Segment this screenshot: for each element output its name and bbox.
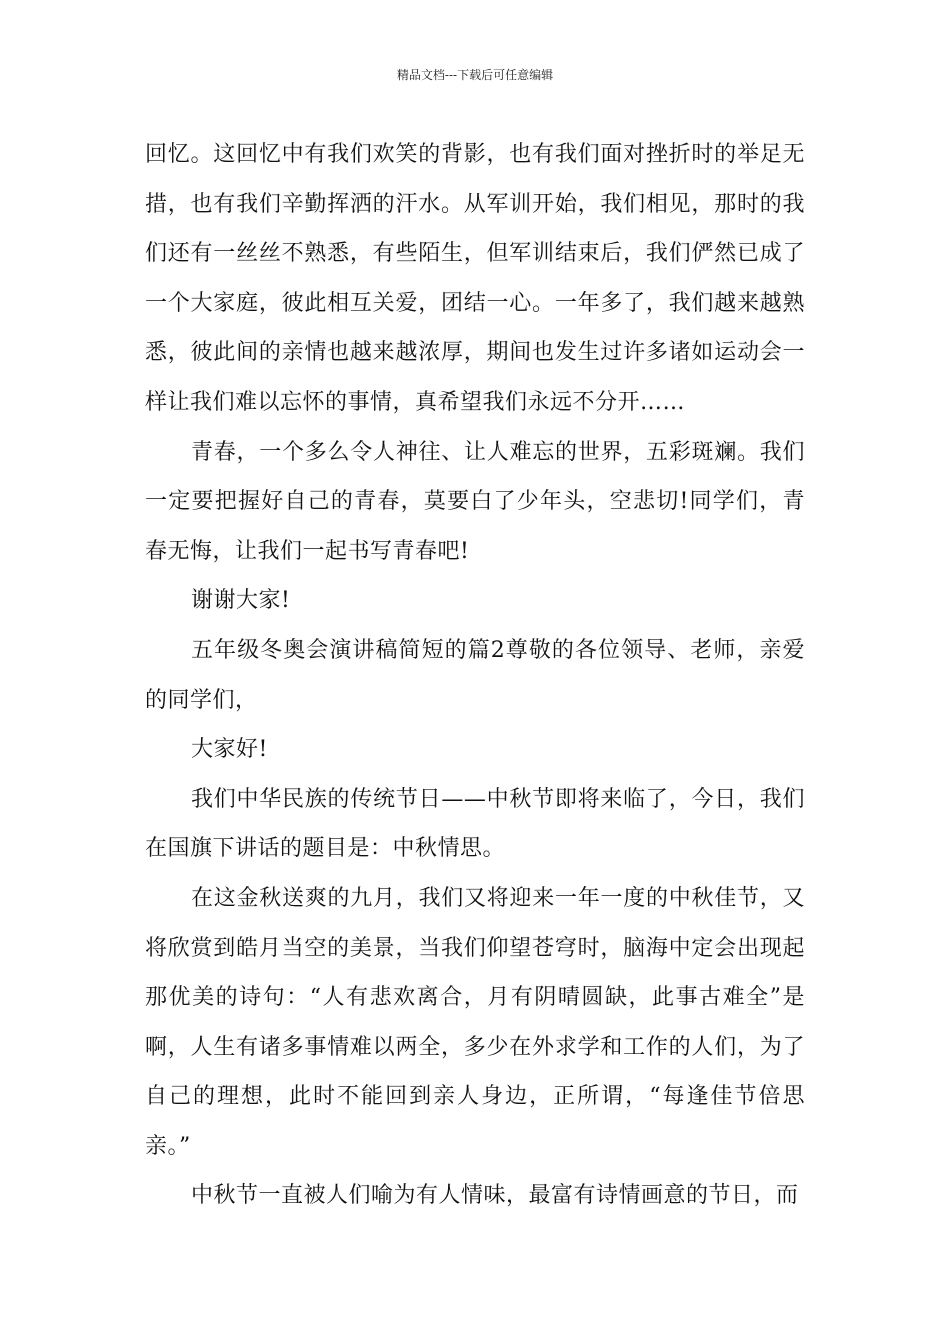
paragraph-greeting: 大家好!	[191, 737, 268, 763]
paragraph-thanks: 谢谢大家!	[191, 588, 291, 614]
page-header: 精品文档---下载后可任意编辑	[396, 68, 554, 82]
paragraph-mid-autumn-festival: 中秋节一直被人们喻为有人情味，最富有诗情画意的节日，而	[191, 1183, 799, 1209]
paragraph-mid-autumn-intro: 我们中华民族的传统节日——中秋节即将来临了，今日，我们在国旗下讲话的题目是：中秋情思。	[145, 786, 805, 862]
paragraph-mid-autumn-poem: 在这金秋送爽的九月，我们又将迎来一年一度的中秋佳节，又将欣赏到皓月当空的美景，当我们仰望苍穹时，脑海中定会出现起那优美的诗句：“人有悲欢离合，月有阴晴圆缺，此事古难全”是啊，人生有诸多事情难以两全，多少在外求学和工作的人们，为了自己的理想，此时不能回到亲人身边，正所谓，“每逢佳节倍思亲。”	[145, 885, 805, 1159]
paragraph-speech-title: 五年级冬奥会演讲稿简短的篇2尊敬的各位领导、老师，亲爱的同学们，	[145, 637, 805, 713]
document-body	[145, 130, 805, 1221]
paragraph-youth: 青春，一个多么令人神往、让人难忘的世界，五彩斑斓。我们一定要把握好自己的青春，莫要白了少年头，空悲切!同学们，青春无悔，让我们一起书写青春吧!	[145, 439, 805, 564]
paragraph-continuation: 回忆。这回忆中有我们欢笑的背影，也有我们面对挫折时的举足无措，也有我们辛勤挥洒的汗水。从军训开始，我们相见，那时的我们还有一丝丝不熟悉，有些陌生，但军训结束后，我们俨然已成了一个大家庭，彼此相互关爱，团结一心。一年多了，我们越来越熟悉，彼此间的亲情也越来越浓厚，期间也发生过许多诸如运动会一样让我们难以忘怀的事情，真希望我们永远不分开……	[145, 142, 805, 415]
